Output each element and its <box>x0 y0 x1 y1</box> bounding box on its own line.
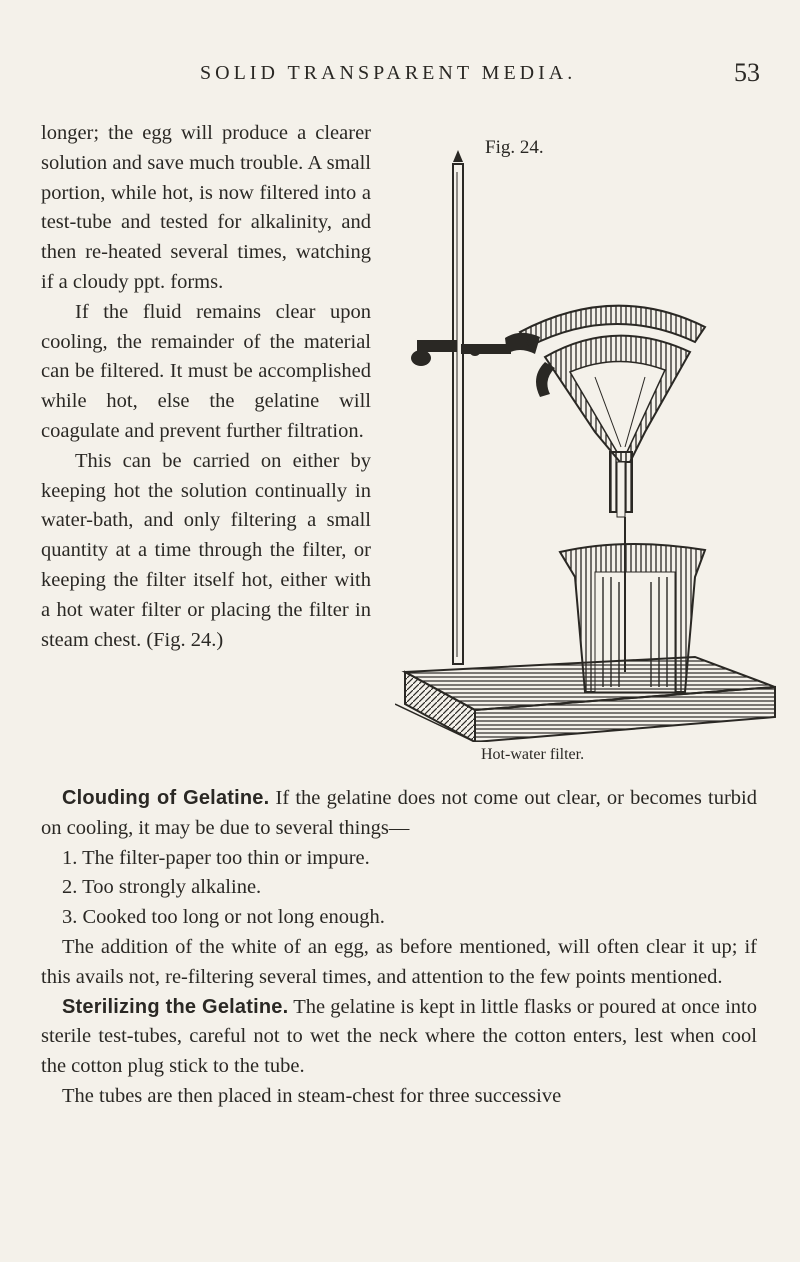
paragraph: The tubes are then placed in steam-chest for three successive <box>62 1084 562 1107</box>
running-head <box>0 58 800 92</box>
stand-rod <box>453 150 463 664</box>
hot-water-filter-illustration <box>395 132 800 742</box>
clamp-arm <box>411 333 540 366</box>
paragraph: This can be carried on either by keeping hot the solution continually in water-bath, and only filtering a small quantity at a time through the filter, or keeping the filter itself hot, either with a hot water filter or placing the filter in steam chest. (Fig. 24.) <box>41 449 371 651</box>
figure-caption: Hot-water filter. <box>481 746 585 763</box>
figure-label: Fig. 24. <box>485 137 544 158</box>
sterilizing-text: The gelatine is kept in little flasks or poured at once into sterile test-tubes, careful not to wet the neck where the cotton enters, lest when cool the cotton plug stick to the tube. <box>41 995 758 1078</box>
paragraph: If the fluid remains clear upon cooling, the remainder of the material can be filtered. It must be accomplished while hot, else the gelatine will coagulate and prevent further filtration. <box>41 300 371 442</box>
paragraph: The addition of the white of an egg, as before mentioned, will often clear it up; if this avails not, re-filtering several times, and attention to the few points mentioned. <box>41 935 757 988</box>
section-heading-sterilizing: Sterilizing the Gelatine. <box>62 995 289 1018</box>
column-text <box>41 119 371 655</box>
clouding-paragraph <box>41 784 757 844</box>
figure-hot-water-filter <box>395 132 800 772</box>
list-item: 1. The filter-paper too thin or impure. <box>62 846 370 869</box>
body-text <box>41 784 757 1112</box>
list-item: 3. Cooked too long or not long enough. <box>62 906 385 929</box>
funnel <box>520 306 705 517</box>
page-number: 53 <box>734 58 760 87</box>
list-item: 2. Too strongly alkaline. <box>62 876 262 899</box>
sterilizing-paragraph <box>41 993 757 1082</box>
running-title: SOLID TRANSPARENT MEDIA. <box>200 62 577 84</box>
paragraph: longer; the egg will produce a clearer solution and save much trouble. A small portion, while hot, is now filtered into a test-tube and tested for alkalinity, and then re-heated several times, watching if a cloudy ppt. forms. <box>41 122 371 293</box>
section-heading-clouding: Clouding of Gelatine. <box>62 787 270 809</box>
clouding-text: If the gelatine does not come out clear, or becomes turbid on cooling, it may be due to several things— <box>41 787 757 839</box>
base <box>395 657 775 742</box>
